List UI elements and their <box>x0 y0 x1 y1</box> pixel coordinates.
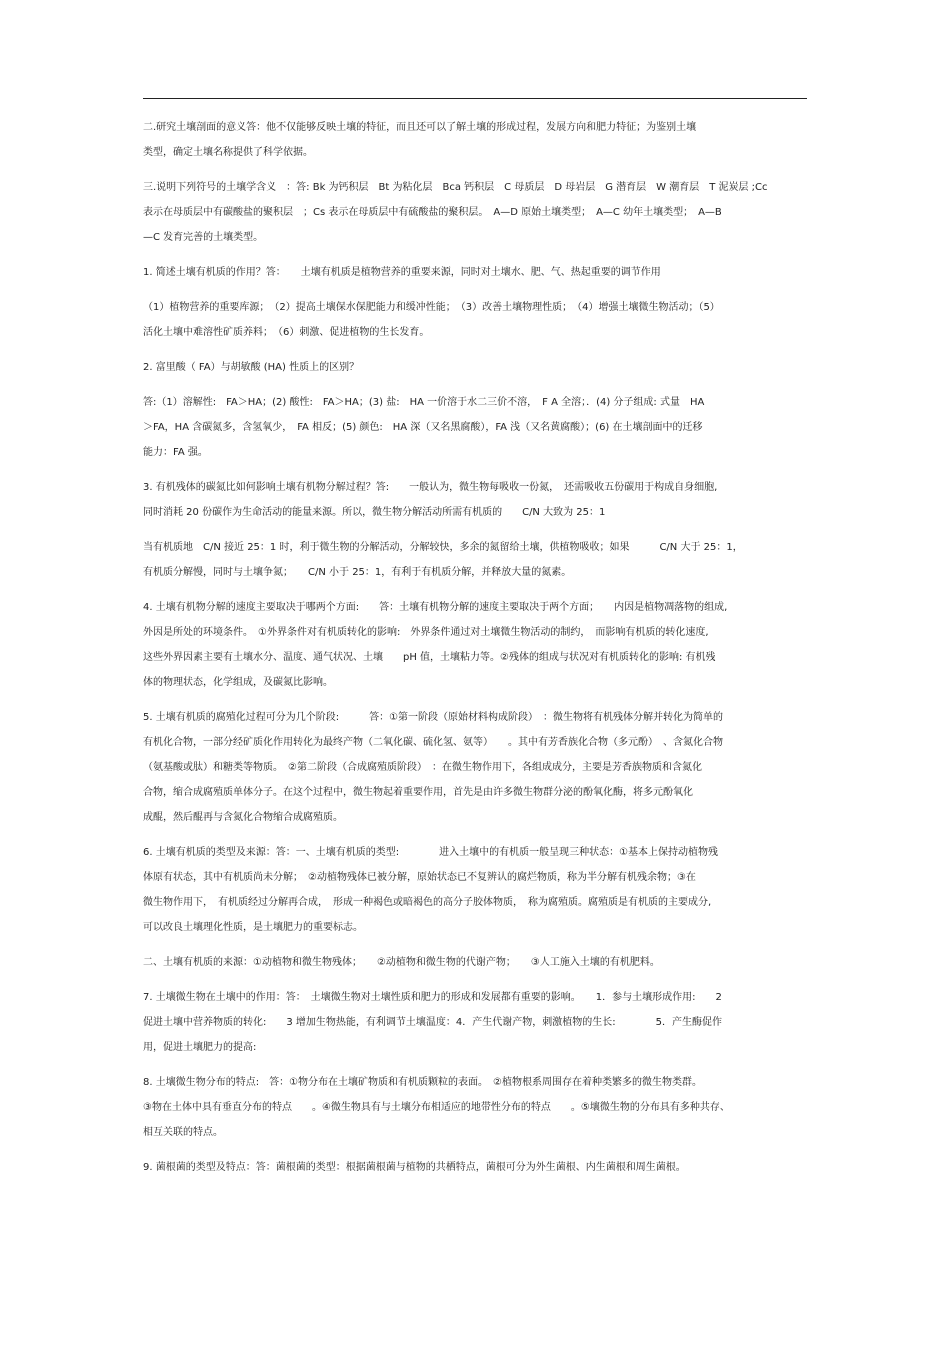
text-line: —C 发育完善的土壤类型。 <box>143 232 264 243</box>
text-line: 类型，确定土壤名称提供了科学依据。 <box>143 147 313 158</box>
header-rule <box>143 98 807 99</box>
text-line: ＞FA，HA 含碳氮多，含氢氧少， FA 相反；(5) 颜色: HA 深（又名黑腐酸），FA 浅（又名黄腐酸）；(6) 在土壤剖面中的迁移 <box>143 422 703 433</box>
paragraph <box>143 705 807 830</box>
text-line: ③物在土体中具有垂直分布的特点 。④微生物具有与土壤分布相适应的地带性分布的特点 。⑤壤微生物的分布具有多种共存、 <box>143 1102 730 1113</box>
text-line: 5. 土壤有机质的腐殖化过程可分为几个阶段: 答：①第一阶段（原始材料构成阶段） ：微生物将有机残体分解并转化为简单的 <box>143 712 724 723</box>
text-line: 3. 有机残体的碳氮比如何影响土壤有机物分解过程？答: 一般认为，微生物每吸收一份氮， 还需吸收五份碳用于构成自身细胞, <box>143 482 718 493</box>
paragraph <box>143 295 807 345</box>
text-line: 外因是所处的环境条件。 ①外界条件对有机质转化的影响: 外界条件通过对土壤微生物活动的制约， 而影响有机质的转化速度, <box>143 627 709 638</box>
text-line: （氨基酸或肽）和糖类等物质。 ②第二阶段（合成腐殖质阶段） ：在微生物作用下，各组成成分，主要是芳香族物质和含氮化 <box>143 762 702 773</box>
paragraph <box>143 1070 807 1145</box>
text-line: 2. 富里酸（ FA）与胡敏酸 (HA) 性质上的区别？ <box>143 362 360 373</box>
text-line: 7. 土壤微生物在土壤中的作用：答： 土壤微生物对土壤性质和肥力的形成和发展都有重要的影响。 1．参与土壤形成作用: 2 <box>143 992 722 1003</box>
paragraph <box>143 985 807 1060</box>
paragraph <box>143 355 807 380</box>
paragraph <box>143 595 807 695</box>
text-line: （1）植物营养的重要库源； （2）提高土壤保水保肥能力和缓冲性能； （3）改善土壤物理性质； （4）增强土壤微生物活动；（5） <box>143 302 720 313</box>
text-line: 促进土壤中营养物质的转化: 3 增加生物热能，有利调节土壤温度：4．产生代谢产物，刺激植物的生长: 5．产生酶促作 <box>143 1017 723 1028</box>
text-line: 4. 土壤有机物分解的速度主要取决于哪两个方面: 答：土壤有机物分解的速度主要取决于两个方面； 内因是植物凋落物的组成, <box>143 602 728 613</box>
text-line: 二.研究土壤剖面的意义答：他不仅能够反映土壤的特征，而且还可以了解土壤的形成过程，发展方向和肥力特征；为鉴别土壤 <box>143 122 697 133</box>
paragraph <box>143 260 807 285</box>
paragraph <box>143 950 807 975</box>
paragraph <box>143 390 807 465</box>
paragraph <box>143 840 807 940</box>
text-line: 当有机质地 C/N 接近 25：1 时，利于微生物的分解活动，分解较快，多余的氮留给土壤，供植物吸收；如果 C/N 大于 25：1， <box>143 542 743 553</box>
text-line: 体的物理状态，化学组成，及碳氮比影响。 <box>143 677 333 688</box>
document-body <box>143 115 807 1190</box>
text-line: 9. 菌根菌的类型及特点：答：菌根菌的类型：根据菌根菌与植物的共栖特点，菌根可分为外生菌根、内生菌根和周生菌根。 <box>143 1162 686 1173</box>
text-line: 相互关联的特点。 <box>143 1127 223 1138</box>
text-line: 这些外界因素主要有土壤水分、温度、通气状况、土壤 pH 值，土壤粘力等。②残体的组成与状况对有机质转化的影响: 有机残 <box>143 652 716 663</box>
text-line: 二、土壤有机质的来源：①动植物和微生物残体； ②动植物和微生物的代谢产物； ③人工施入土壤的有机肥料。 <box>143 957 660 968</box>
text-line: 有机质分解慢，同时与土壤争氮； C/N 小于 25：1，有利于有机质分解，并释放大量的氮素。 <box>143 567 572 578</box>
text-line: 同时消耗 20 份碳作为生命活动的能量来源。所以，微生物分解活动所需有机质的 C/N 大致为 25：1 <box>143 507 606 518</box>
paragraph <box>143 115 807 165</box>
paragraph <box>143 175 807 250</box>
text-line: 6. 土壤有机质的类型及来源：答：一、土壤有机质的类型: 进入土壤中的有机质一般呈现三种状态：①基本上保持动植物残 <box>143 847 719 858</box>
text-line: 用，促进土壤肥力的提高: <box>143 1042 257 1053</box>
text-line: 可以改良土壤理化性质，是土壤肥力的重要标志。 <box>143 922 363 933</box>
paragraph <box>143 475 807 525</box>
text-line: 答:（1）溶解性: FA＞HA；(2) 酸性: FA＞HA；(3) 盐: HA 一价溶于水二三价不溶， F A 全溶；．(4) 分子组成: 式量 HA <box>143 397 705 408</box>
text-line: 体原有状态，其中有机质尚未分解； ②动植物残体已被分解，原始状态已不复辨认的腐烂物质，称为半分解有机残余物；③在 <box>143 872 696 883</box>
text-line: 有机化合物，一部分经矿质化作用转化为最终产物（二氧化碳、硫化氢、氨等） 。其中有芳香族化合物（多元酚） 、含氮化合物 <box>143 737 723 748</box>
text-line: 能力：FA 强。 <box>143 447 208 458</box>
text-line: 微生物作用下， 有机质经过分解再合成， 形成一种褐色或暗褐色的高分子胶体物质， 称为腐殖质。腐殖质是有机质的主要成分, <box>143 897 712 908</box>
text-line: 表示在母质层中有碳酸盐的聚积层 ；Cs 表示在母质层中有硫酸盐的聚积层。 A—D 原始土壤类型； A—C 幼年土壤类型； A—B <box>143 207 722 218</box>
text-line: 成醌，然后醌再与含氮化合物缩合成腐殖质。 <box>143 812 343 823</box>
text-line: 活化土壤中难溶性矿质养料； （6）刺激、促进植物的生长发育。 <box>143 327 430 338</box>
paragraph <box>143 535 807 585</box>
text-line: 三.说明下列符号的土壤学含义 ：答: Bk 为钙积层 Bt 为粘化层 Bca 钙积层 C 母质层 D 母岩层 G 潜育层 W 潮育层 T 泥炭层 ;Cc <box>143 182 768 193</box>
text-line: 合物，缩合成腐殖质单体分子。在这个过程中，微生物起着重要作用，首先是由许多微生物群分泌的酚氧化酶，将多元酚氧化 <box>143 787 693 798</box>
text-line: 1. 简述土壤有机质的作用？答： 土壤有机质是植物营养的重要来源，同时对土壤水、肥、气、热起重要的调节作用 <box>143 267 661 278</box>
paragraph <box>143 1155 807 1180</box>
text-line: 8. 土壤微生物分布的特点: 答：①物分布在土壤矿物质和有机质颗粒的表面。 ②植物根系周围存在着种类繁多的微生物类群。 <box>143 1077 703 1088</box>
